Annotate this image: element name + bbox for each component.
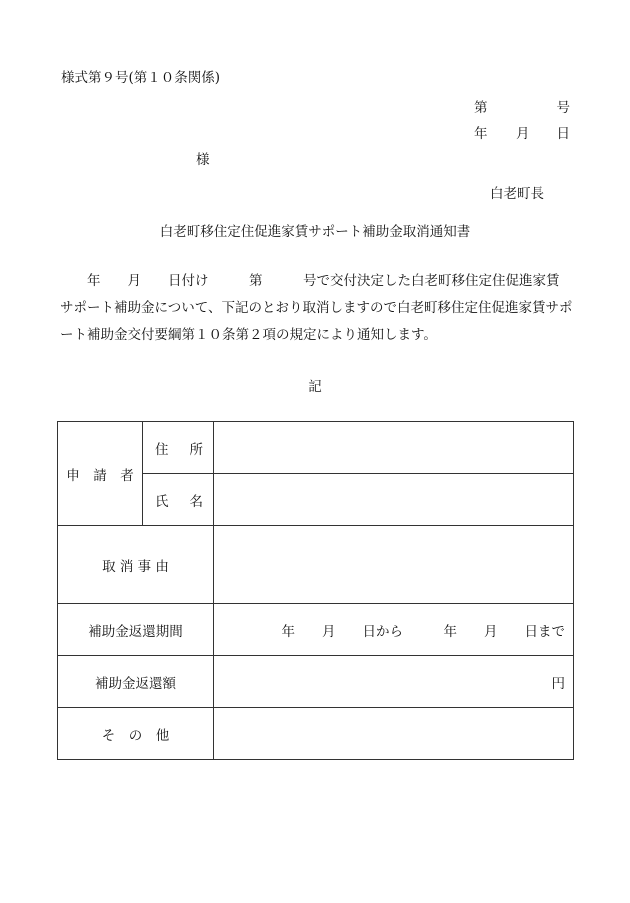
date-year: 年 (474, 126, 488, 142)
table-row (58, 656, 574, 708)
name-label-b: 名 (189, 493, 203, 510)
notice-body (60, 268, 580, 349)
other-label: そ の 他 (58, 708, 214, 760)
number-suffix: 号 (556, 100, 570, 116)
address-label-a: 住 (155, 441, 169, 458)
address-label-cell (143, 422, 214, 474)
form-number-label: 様式第９号(第１０条関係) (61, 70, 221, 86)
name-field[interactable] (214, 474, 574, 526)
body-line-1: 年 月 日付け 第 号で交付決定した白老町移住定住促進家賃 (60, 273, 560, 289)
date-day: 日 (556, 126, 570, 142)
reason-field[interactable] (214, 526, 574, 604)
other-field[interactable] (214, 708, 574, 760)
address-field[interactable] (214, 422, 574, 474)
refund-period-value: 年 月 日から 年 月 日まで (281, 623, 565, 640)
table-row (58, 422, 574, 474)
date-month: 月 (516, 126, 530, 142)
ki-heading: 記 (308, 379, 322, 395)
body-line-2: サポート補助金について、下記のとおり取消しますので白老町移住定住促進家賃サポ (60, 300, 573, 316)
issuer-name: 白老町長 (490, 186, 544, 202)
applicant-label: 申 請 者 (58, 422, 143, 526)
table-row (58, 526, 574, 604)
reason-label: 取 消 事 由 (58, 526, 214, 604)
body-line-3: ート補助金交付要綱第１０条第２項の規定により通知します。 (60, 327, 437, 343)
table-row (58, 604, 574, 656)
address-label-b: 所 (189, 441, 203, 458)
addressee-suffix: 様 (196, 152, 210, 168)
refund-amount-field[interactable]: 円 (214, 656, 574, 708)
refund-amount-label: 補助金返還額 (58, 656, 214, 708)
refund-period-field[interactable] (214, 604, 574, 656)
cancellation-details-table (57, 421, 574, 760)
number-prefix: 第 (474, 100, 488, 116)
name-label-a: 氏 (155, 493, 169, 510)
document-title: 白老町移住定住促進家賃サポート補助金取消通知書 (159, 224, 471, 240)
refund-period-label: 補助金返還期間 (58, 604, 214, 656)
table-row (58, 708, 574, 760)
name-label-cell (143, 474, 214, 526)
